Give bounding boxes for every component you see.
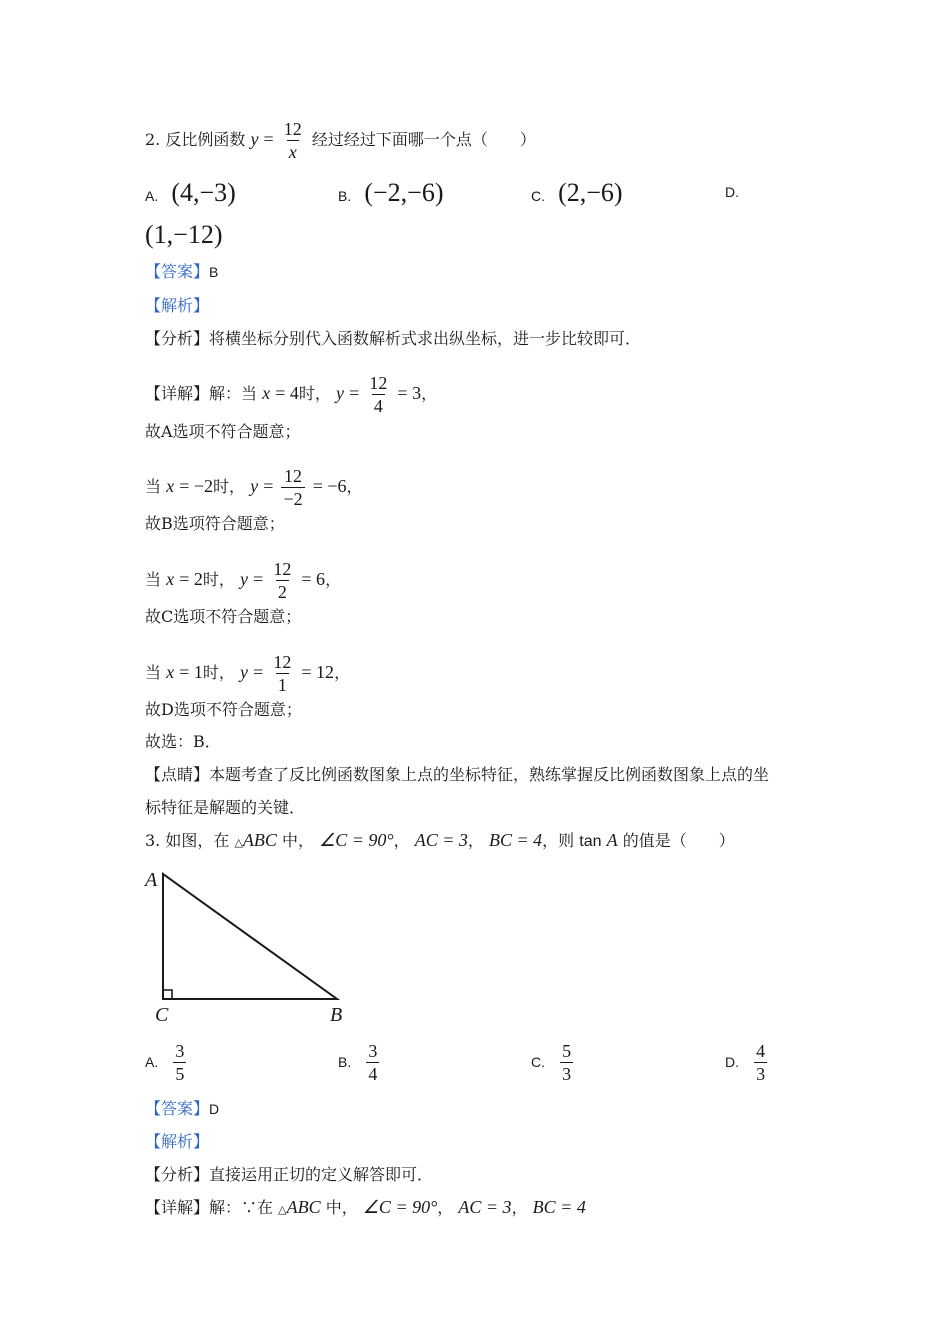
q2-option-c: C. (2,−6) — [531, 178, 623, 207]
q2-dianjing-cont: 标特征是解题的关键． — [145, 798, 306, 817]
triangle-diagram — [140, 866, 360, 1031]
q2-case-3-fraction: $\frac{12}{2}$ — [273, 559, 292, 602]
q3-option-c-fraction: $\frac{5}{3}$ — [562, 1041, 572, 1084]
q3-option-b-fraction: $\frac{3}{4}$ — [368, 1041, 378, 1084]
q2-verdict-b: 故B选项符合题意； — [145, 514, 285, 533]
q2-detail-case-2: 当 x = −2时， y = $\frac{12}{-2}$ = −6， — [145, 466, 363, 509]
q3-triangle-figure — [140, 866, 360, 1035]
q2-analysis-heading: 【解析】 — [145, 296, 210, 315]
q2-dianjing: 【点睛】本题考查了反比例函数图象上点的坐标特征，熟练掌握反比例函数图象上点的坐 — [145, 765, 770, 784]
q3-answer: 【答案】D — [145, 1099, 220, 1118]
q3-option-a-fraction: $\frac{3}{5}$ — [175, 1041, 185, 1084]
q2-option-a: A. (4,−3) — [145, 178, 236, 207]
vertex-label-a: A — [145, 869, 158, 891]
q2-detail-case-4: 当 x = 1时， y = $\frac{12}{1}$ = 12， — [145, 652, 351, 695]
q2-case-1-fraction: $\frac{12}{4}$ — [369, 373, 388, 416]
q3-option-a: A. $\frac{3}{5}$ — [145, 1041, 185, 1084]
q3-fenxi: 【分析】直接运用正切的定义解答即可． — [145, 1165, 434, 1184]
q2-verdict-d: 故D选项不符合题意； — [145, 700, 302, 719]
triangle-abc — [163, 874, 337, 999]
q2-option-b: B. (−2,−6) — [338, 178, 444, 207]
q3-detail: 【详解】解：∵在 △ABC 中， ∠C = 90°， AC = 3， BC = 4 — [145, 1197, 586, 1217]
q3-option-d-fraction: $\frac{4}{3}$ — [756, 1041, 766, 1084]
q3-option-d: D. $\frac{4}{3}$ — [725, 1041, 766, 1084]
q2-conclusion: 故选：B． — [145, 732, 221, 751]
q2-detail-case-1: 【详解】解：当 x = 4时， y = $\frac{12}{4}$ = 3， — [145, 373, 438, 416]
q2-stem-fraction: $\frac{12}{x}$ — [283, 119, 302, 162]
q3-analysis-heading: 【解析】 — [145, 1132, 210, 1151]
q2-option-d-label: D. — [725, 184, 739, 200]
q2-verdict-c: 故C选项不符合题意； — [145, 607, 302, 626]
vertex-label-c: C — [155, 1004, 169, 1026]
q2-stem: 2. 反比例函数 y = $\frac{12}{x}$ 经过经过下面哪一个点（ ） — [145, 119, 536, 162]
q3-option-c: C. $\frac{5}{3}$ — [531, 1041, 572, 1084]
q2-case-2-fraction: $\frac{12}{-2}$ — [283, 466, 303, 509]
q2-verdict-a: 故A选项不符合题意； — [145, 422, 301, 441]
q2-option-d-value: (1,−12) — [145, 220, 223, 249]
q2-fenxi: 【分析】将横坐标分别代入函数解析式求出纵坐标，进一步比较即可． — [145, 329, 642, 348]
q2-answer: 【答案】B — [145, 262, 219, 281]
q3-stem: 3. 如图，在 △ABC 中， ∠C = 90°， AC = 3， BC = 4，则 tan A 的值是（ ） — [145, 830, 735, 850]
vertex-label-b: B — [330, 1004, 343, 1026]
q2-case-4-fraction: $\frac{12}{1}$ — [273, 652, 292, 695]
right-angle-marker — [163, 990, 172, 999]
q2-detail-case-3: 当 x = 2时， y = $\frac{12}{2}$ = 6， — [145, 559, 342, 602]
q3-option-b: B. $\frac{3}{4}$ — [338, 1041, 378, 1084]
